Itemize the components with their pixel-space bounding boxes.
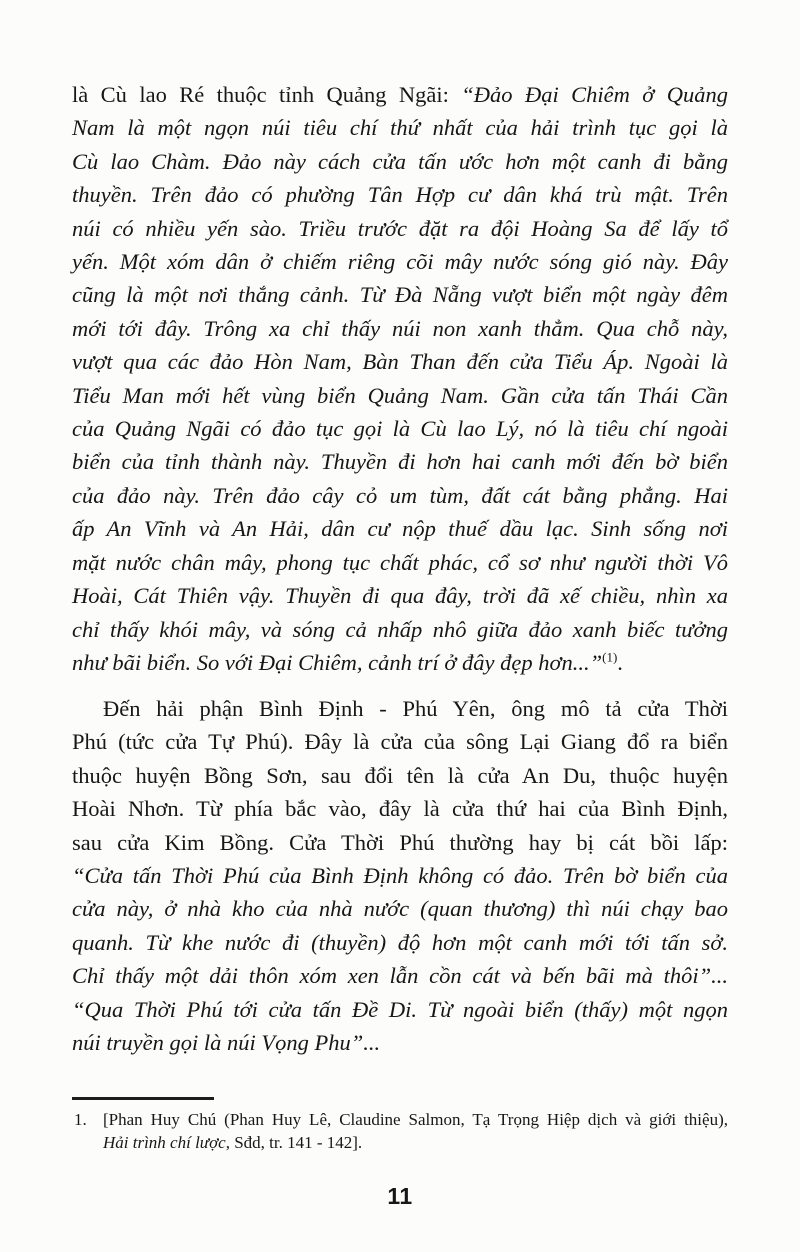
text-line <box>72 312 728 345</box>
text-line <box>72 692 728 725</box>
text-line <box>72 245 728 278</box>
quoted-text-segment: Nam là một ngọn núi tiêu chí thứ nhất của hải trình tục gọi là <box>72 115 728 141</box>
quoted-text-segment: núi truyền gọi là núi Vọng Phu”... <box>72 1030 381 1056</box>
main-text-paragraph-binh-dinh <box>72 692 728 1059</box>
quoted-text-segment: yến. Một xóm dân ở chiếm riêng cõi mây nước sóng gió này. Đây <box>72 249 728 275</box>
quoted-text-segment: biển của tỉnh thành này. Thuyền đi hơn hai canh mới đến bờ biển <box>72 449 728 475</box>
quoted-text-segment: mới tới đây. Trông xa chỉ thấy núi non xanh thẳm. Qua chỗ này, <box>72 315 728 341</box>
text-line <box>72 926 728 959</box>
text-line <box>72 892 728 925</box>
quoted-text-segment: “Cửa tấn Thời Phú của Bình Định không có đảo. Trên bờ biển của <box>72 863 728 889</box>
quoted-text-segment: Hải trình chí lược <box>103 1133 226 1152</box>
text-line <box>72 78 728 111</box>
text-line <box>72 859 728 892</box>
text-segment: . <box>617 649 623 675</box>
text-line <box>72 479 728 512</box>
quoted-text-segment: của Quảng Ngãi có đảo tục gọi là Cù lao Lý, nó là tiêu chí ngoài <box>72 416 728 442</box>
quoted-text-segment: “Qua Thời Phú tới cửa tấn Đề Di. Từ ngoài biển (thấy) một ngọn <box>72 996 728 1022</box>
text-line <box>72 512 728 545</box>
text-line <box>72 579 728 612</box>
quoted-text-segment: Tiểu Man mới hết vùng biển Quảng Nam. Gần cửa tấn Thái Cần <box>72 382 728 408</box>
text-line <box>72 278 728 311</box>
text-line <box>103 1131 728 1154</box>
text-line <box>72 546 728 579</box>
quoted-text-segment: núi có nhiều yến sào. Triều trước đặt ra đội Hoàng Sa để lấy tổ <box>72 215 728 241</box>
text-segment: Phú (tức cửa Tự Phú). Đây là cửa của sông Lại Giang đổ ra biển <box>72 729 728 755</box>
footnote <box>72 1108 728 1154</box>
text-line <box>72 826 728 859</box>
footnote-text <box>103 1108 728 1154</box>
text-line <box>72 178 728 211</box>
quoted-text-segment: thuyền. Trên đảo có phường Tân Hợp cư dân khá trù mật. Trên <box>72 182 728 208</box>
text-segment: [Phan Huy Chú (Phan Huy Lê, Claudine Salmon, Tạ Trọng Hiệp dịch và giới thiệu), <box>103 1110 728 1129</box>
text-line <box>72 111 728 144</box>
text-segment: sau cửa Kim Bồng. Cửa Thời Phú thường hay bị cát bồi lấp: <box>72 829 728 855</box>
page-number: 11 <box>387 1183 413 1209</box>
text-line <box>72 345 728 378</box>
main-text-paragraph-quote <box>72 78 728 679</box>
text-segment: thuộc huyện Bồng Sơn, sau đổi tên là cửa An Du, thuộc huyện <box>72 762 728 788</box>
text-line <box>72 959 728 992</box>
quoted-text-segment: ấp An Vĩnh và An Hải, dân cư nộp thuế dầu lạc. Sinh sống nơi <box>72 516 728 542</box>
footnote-divider <box>72 1097 214 1100</box>
text-line <box>72 613 728 646</box>
quoted-text-segment: cũng là một nơi thắng cảnh. Từ Đà Nẵng vượt biển một ngày đêm <box>72 282 728 308</box>
text-line <box>72 412 728 445</box>
text-line <box>72 212 728 245</box>
quoted-text-segment: vượt qua các đảo Hòn Nam, Bàn Than đến cửa Tiểu Áp. Ngoài là <box>72 349 728 375</box>
quoted-text-segment: như bãi biển. So với Đại Chiêm, cảnh trí ở đây đẹp hơn...” <box>72 649 603 675</box>
text-line <box>72 792 728 825</box>
text-line <box>72 379 728 412</box>
text-line <box>72 725 728 758</box>
text-line <box>103 1108 728 1131</box>
footnote-ref-marker: (1) <box>602 649 618 665</box>
text-segment: là Cù lao Ré thuộc tỉnh Quảng Ngãi: <box>72 82 462 107</box>
quoted-text-segment: Cù lao Chàm. Đảo này cách cửa tấn ước hơn một canh đi bằng <box>72 148 728 174</box>
quoted-text-segment: mặt nước chân mây, phong tục chất phác, cổ sơ như người thời Vô <box>72 549 728 575</box>
quoted-text-segment: “Đảo Đại Chiêm ở Quảng <box>461 82 728 107</box>
text-segment: Hoài Nhơn. Từ phía bắc vào, đây là cửa thứ hai của Bình Định, <box>72 796 728 822</box>
footnote-number: 1. <box>74 1110 87 1129</box>
quoted-text-segment: Hoài, Cát Thiên vậy. Thuyền đi qua đây, trời đã xế chiều, nhìn xa <box>72 583 728 609</box>
quoted-text-segment: chỉ thấy khói mây, và sóng cả nhấp nhô giữa đảo xanh biếc tưởng <box>72 616 728 642</box>
quoted-text-segment: Chỉ thấy một dải thôn xóm xen lẫn cồn cát và bến bãi mà thôi”... <box>72 963 728 989</box>
text-segment: Đến hải phận Bình Định - Phú Yên, ông mô tả cửa Thời <box>103 696 728 721</box>
quoted-text-segment: cửa này, ở nhà kho của nhà nước (quan thương) thì núi chạy bao <box>72 896 728 922</box>
text-line <box>72 646 728 679</box>
quoted-text-segment: quanh. Từ khe nước đi (thuyền) độ hơn một canh mới tới tấn sở. <box>72 929 728 955</box>
text-line <box>72 445 728 478</box>
text-line <box>72 1026 728 1059</box>
text-line <box>72 145 728 178</box>
text-segment: , Sđd, tr. 141 - 142]. <box>225 1133 363 1152</box>
quoted-text-segment: của đảo này. Trên đảo cây cỏ um tùm, đất cát bằng phẳng. Hai <box>72 482 728 508</box>
text-line <box>72 993 728 1026</box>
text-line <box>72 759 728 792</box>
